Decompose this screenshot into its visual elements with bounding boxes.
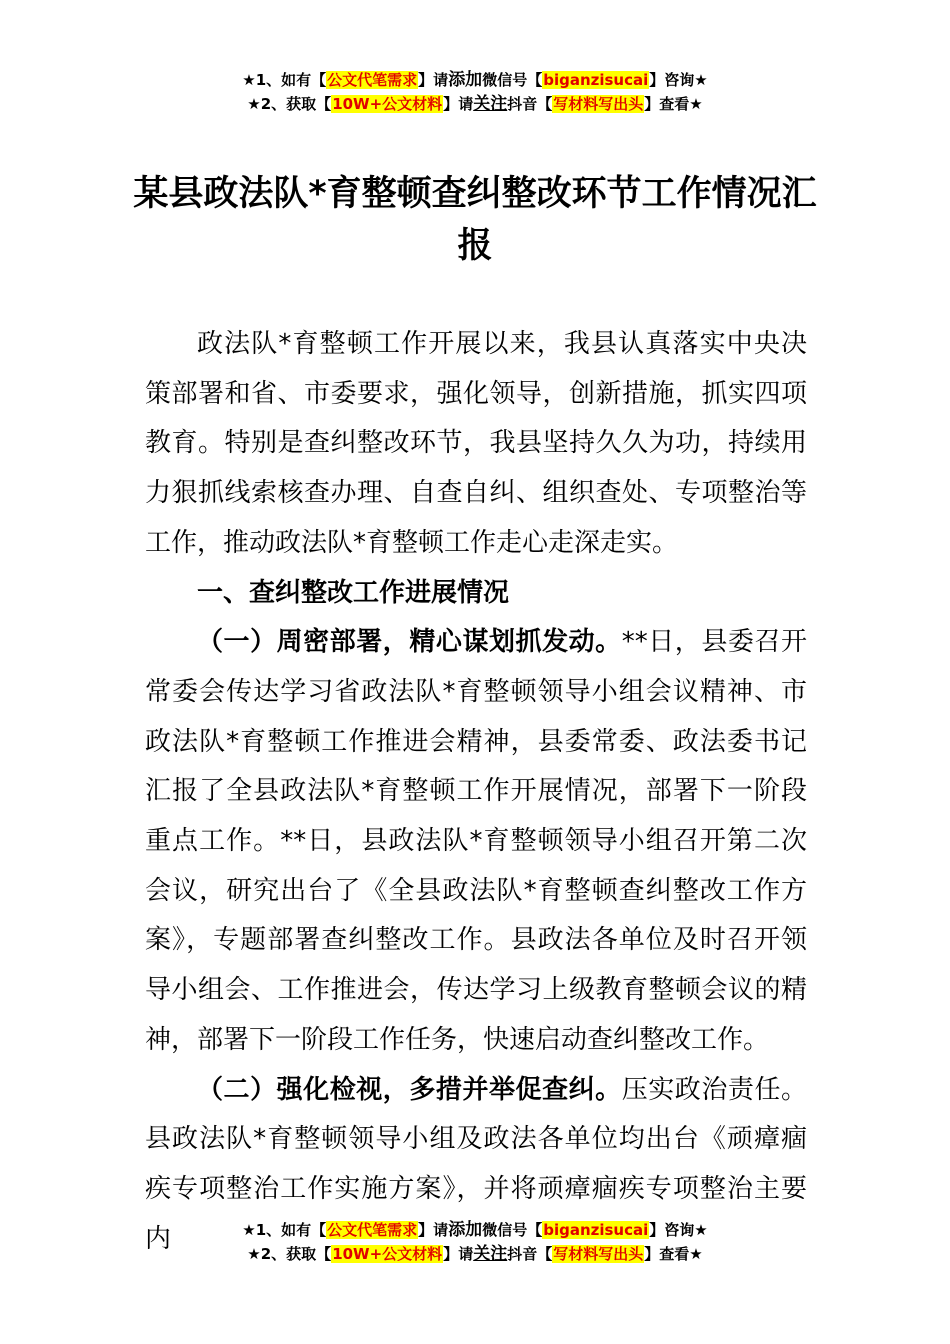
document-body — [145, 320, 807, 1264]
promo-highlight: 公文代笔需求 — [327, 71, 418, 89]
item-heading: （一）周密部署，精心谋划抓发动。 — [197, 627, 622, 658]
promo-text: ★2、获取【 — [247, 1245, 332, 1263]
promo-text: 抖音【 — [507, 95, 553, 113]
promo-line-2 — [0, 1242, 950, 1266]
promo-text: 】请 — [443, 95, 474, 113]
promo-text: 】请 — [418, 71, 449, 89]
item-paragraph-1 — [145, 618, 807, 1065]
promo-banner-top — [0, 68, 950, 116]
item-text: 压实政治责任。县政法队*育整顿领导小组及政法各单位均出台《顽瘴痼疾专项整治工作实施方案》，并将顽瘴痼疾专项整治主要内 — [145, 1074, 807, 1254]
promo-text: 】查看★ — [644, 95, 703, 113]
promo-text: 】请 — [418, 1221, 449, 1239]
promo-text: 抖音【 — [507, 1245, 553, 1263]
promo-text: 】咨询★ — [649, 1221, 708, 1239]
promo-highlight-wechat: biganzisucai — [543, 71, 649, 89]
promo-text: ★1、如有【 — [242, 1221, 327, 1239]
promo-emphasis: 关注 — [473, 94, 508, 114]
promo-text: 】请 — [443, 1245, 474, 1263]
promo-text: ★2、获取【 — [247, 95, 332, 113]
promo-line-1 — [0, 1218, 950, 1242]
promo-highlight-douyin: 写材料写出头 — [553, 1245, 644, 1263]
promo-text: 】查看★ — [644, 1245, 703, 1263]
promo-text: 微信号【 — [482, 1221, 543, 1239]
promo-banner-bottom — [0, 1218, 950, 1266]
promo-highlight-douyin: 写材料写出头 — [553, 95, 644, 113]
promo-text: 微信号【 — [482, 71, 543, 89]
promo-text: 】咨询★ — [649, 71, 708, 89]
promo-line-2 — [0, 92, 950, 116]
document-title: 某县政法队*育整顿查纠整改环节工作情况汇报 — [133, 174, 817, 266]
promo-highlight: 10W+公文材料 — [332, 1245, 443, 1263]
promo-emphasis: 添加 — [448, 70, 483, 90]
promo-emphasis: 关注 — [473, 1244, 508, 1264]
promo-highlight-wechat: biganzisucai — [543, 1221, 649, 1239]
promo-highlight: 10W+公文材料 — [332, 95, 443, 113]
intro-paragraph: 政法队*育整顿工作开展以来，我县认真落实中央决策部署和省、市委要求，强化领导，创新措施，抓实四项教育。特别是查纠整改环节，我县坚持久久为功，持续用力狠抓线索核查办理、自查自纠、组织查处、专项整治等工作，推动政法队*育整顿工作走心走深走实。 — [145, 329, 807, 558]
promo-line-1 — [0, 68, 950, 92]
item-heading: （二）强化检视，多措并举促查纠。 — [197, 1074, 622, 1105]
section-heading: 一、查纠整改工作进展情况 — [197, 577, 510, 608]
item-text: **日，县委召开常委会传达学习省政法队*育整顿领导小组会议精神、市政法队*育整顿工作推进会精神，县委常委、政法委书记汇报了全县政法队*育整顿工作开展情况，部署下一阶段重点工作。**日，县政法队*育整顿领导小组召开第二次会议，研究出台了《全县政法队*育整顿查纠整改工作方案》，专题部署查纠整改工作。县政法各单位及时召开领导小组会、工作推进会，传达学习上级教育整顿会议的精神，部署下一阶段工作任务，快速启动查纠整改工作。 — [145, 627, 807, 1055]
promo-text: ★1、如有【 — [242, 71, 327, 89]
promo-emphasis: 添加 — [448, 1220, 483, 1240]
promo-highlight: 公文代笔需求 — [327, 1221, 418, 1239]
